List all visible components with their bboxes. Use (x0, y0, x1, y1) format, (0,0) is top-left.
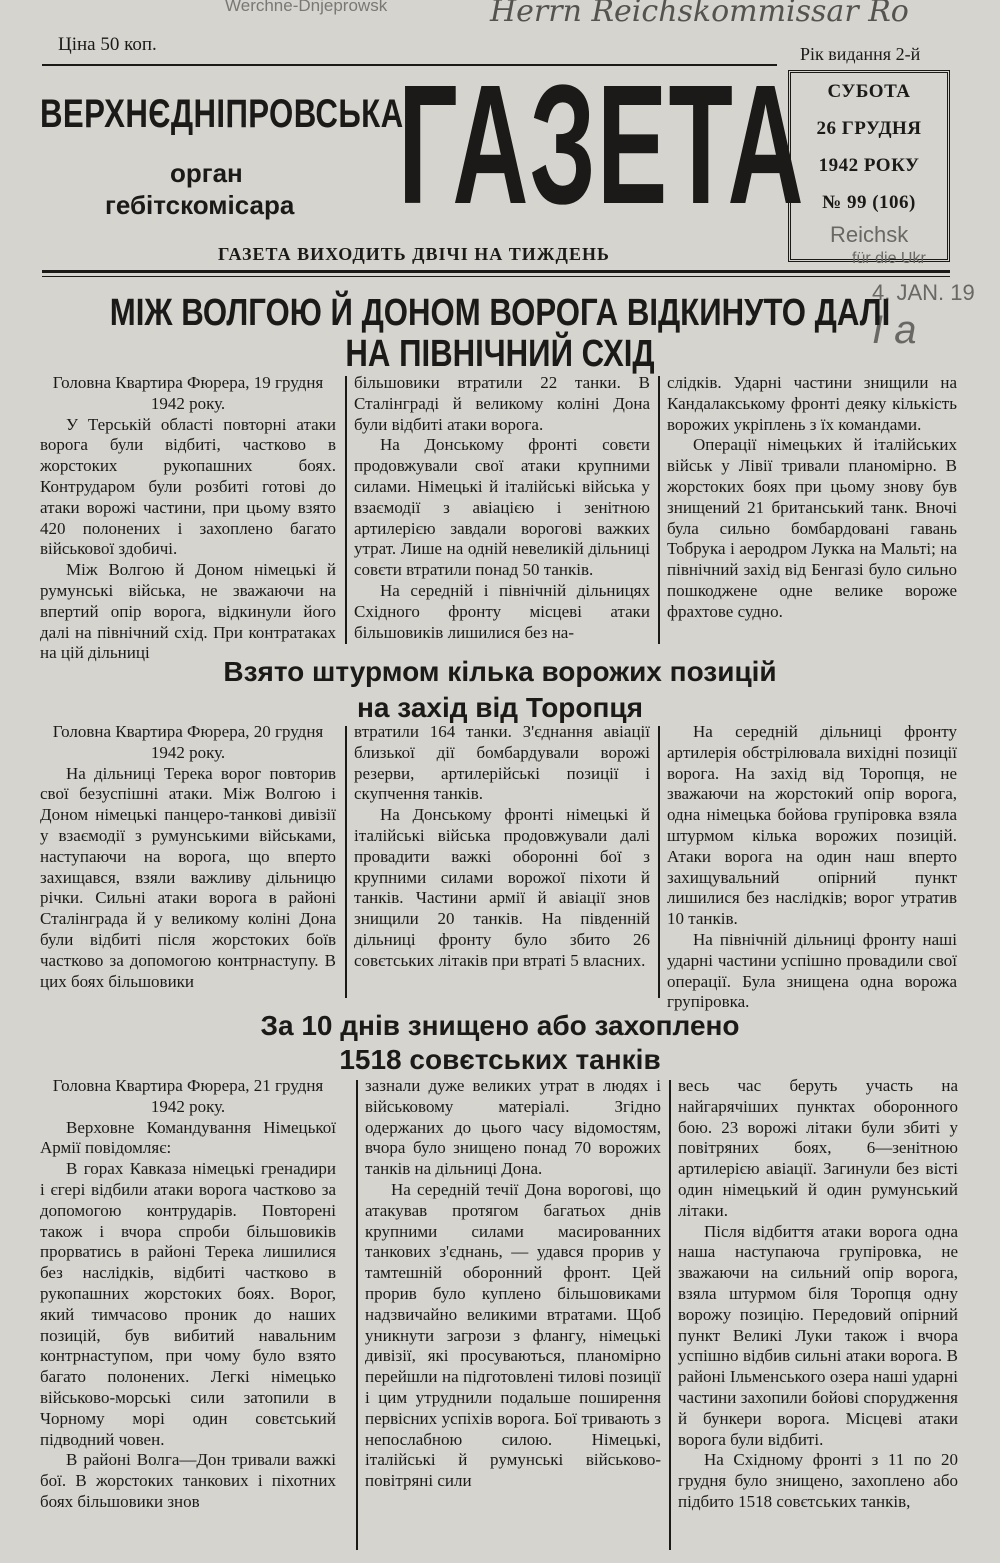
article-3-paragraph: В районі Волга—Дон тривали важкі бої. В жорстоких танкових і піхотних боях більшовики знов (40, 1450, 336, 1511)
archive-receipt-stamp: Reichsk für die Ukr 4. JAN. 19 I a (830, 222, 975, 352)
price: Ціна 50 коп. (58, 34, 157, 55)
article-3-headline-1: За 10 днів знищено або захоплено (260, 1010, 740, 1041)
date: 26 ГРУДНЯ (816, 118, 922, 139)
article-3-column-2 (365, 1076, 661, 1552)
column-divider (658, 726, 660, 998)
article-2-paragraph: На дільниці Терека ворог повторив свої безуспішні атаки. Між Волгою і Доном німецькі панцеро-танкові дивізії у взаємодії з румунськими військами, наступаючи на ворога, що вперто захищався, взяли важливу дільницю річки. Сильні атаки ворога в районі Сталінграда й у великому коліні Дона були відбиті після жорстоких боїв частково за допомогою контрнаступу. В цих боях більшовики (40, 763, 336, 991)
column-divider (356, 1080, 358, 1550)
article-1-headline-1: МІЖ ВОЛГОЮ Й ДОНОМ ВОРОГА ВІДКИНУТО ДАЛІ (109, 292, 891, 334)
masthead-title: ГАЗЕТА (398, 50, 805, 240)
article-3-column-1 (40, 1076, 336, 1552)
column-divider (669, 1080, 671, 1550)
column-divider (658, 376, 660, 644)
archive-stamp-top: Werchne-Dnjeprowsk (225, 0, 388, 15)
article-2-column-1 (40, 722, 336, 1004)
article-1-paragraph: Між Волгою й Доном німецькі й румунські війська, не зважаючи на впертий опір ворога, відкинули його далі на північний схід. При контратаках на цій дільниці (40, 560, 336, 663)
masthead-rule (42, 270, 950, 273)
article-2-paragraph: На Донському фронті німецькі й італійські війська продовжували далі провадити важкі оборонні бої з крупними силами ворожої піхоти й танків. Частини армії й авіації знов знищили 20 танків. На південній дільниці фронту було збито 26 совєтських літаків при втраті 5 власних. (354, 805, 650, 970)
article-3-paragraph: Після відбиття атаки ворога одна наша наступаюча групіровка, не зважаючи на сильний опір ворога, взяла штурмом біля Торопця одну ворожу позицію. Передовий опірний пункт Великі Луки також і вчора успішно відбив сильні атаки ворога. В районі Ільменського озера наші ударні частини захопили бойові спорудження й бункери ворога. Місцеві атаки ворога були відбиті. (678, 1221, 958, 1449)
weekday: СУБОТА (827, 81, 911, 102)
paper-name: ВЕРХНЄДНІПРОВСЬКА (40, 92, 404, 136)
column-divider (345, 726, 347, 998)
year: 1942 РОКУ (818, 155, 920, 176)
article-1-paragraph: У Терській області повторні атаки ворога були відбиті, частково в жорстоких рукопашних боях. Контрударом були розбиті готові до атаки ворожі частини, при цьому взято 420 полонених і захоплено багато військової здобичі. (40, 414, 336, 559)
article-2-dateline: Головна Квартира Фюрера, 20 грудня 1942 року. (52, 722, 324, 762)
article-3-paragraph: весь час беруть участь на найгарячіших пунктах оборонного бою. 23 ворожі літаки були збиті у повітряних боях, 6—зенітною артилерією авіації. Загинули без вісті один німецький й один румунський літаки. (678, 1076, 958, 1220)
article-1-paragraph: слідків. Ударні частини знищили на Кандалакському фронті деяку кількість ворожих укріплень з їх командами. (667, 373, 957, 434)
article-2-headline-1: Взято штурмом кілька ворожих позицій (223, 656, 777, 687)
article-3-paragraph: Верховне Командування Німецької Армії повідомляє: (40, 1117, 336, 1158)
masthead-rule-thin (42, 276, 950, 277)
article-1-paragraph: більшовики втратили 22 танки. В Сталінграді й великому коліні Дона були відбиті атаки ворога. (354, 373, 650, 434)
organ-line-2: гебітскомісара (105, 190, 295, 220)
article-3-paragraph: зазнали дуже великих утрат в людях і військовому матеріалі. Згідно одержаних до цього часу відомостям, вчора було знищено понад 70 ворожих танків на дільниці Дона. (365, 1076, 661, 1179)
article-2-paragraph: На середній дільниці фронту артилерія обстрілювала вихідні позиції ворога. На захід від Торопця, не зважаючи на жорстокий опір ворога, одна німецька бойова групіровка взяла штурмом кілька ворожих позицій. Атаки ворога на один наш вперто захищувальний опірний пункт лишилися без наслідків; ворог утратив 10 танків. (667, 722, 957, 929)
article-1-column-1 (40, 373, 336, 663)
year-of-publication: Рік видання 2-й (800, 44, 921, 64)
article-3-column-3 (678, 1076, 958, 1552)
handwritten-note: Herrn Reichskommissar Ro (490, 0, 909, 29)
publication-frequency: ГАЗЕТА ВИХОДИТЬ ДВІЧІ НА ТИЖДЕНЬ (218, 244, 610, 264)
article-2-column-3 (667, 722, 957, 1012)
organ-line-1: орган (170, 158, 243, 188)
article-2-paragraph: На північній дільниці фронту наші ударні частини успішно провадили свої операції. Була знищена одна ворожа групіровка. (667, 929, 957, 1012)
article-3-headline-2: 1518 совєтських танків (339, 1044, 661, 1075)
article-1-column-3 (667, 373, 957, 651)
column-divider (345, 376, 347, 644)
article-2-paragraph: втратили 164 танки. З'єднання авіації близької дії бомбардували ворожі резерви, артилерійські позиції і скупчення танків. (354, 722, 650, 804)
article-2-headline-2: на захід від Торопця (357, 692, 643, 723)
article-3-dateline: Головна Квартира Фюрера, 21 грудня 1942 року. (52, 1076, 324, 1116)
article-3-paragraph: В горах Кавказа німецькі гренадири і єгері відбили атаки ворога частково за допомогою контрударів. Повторені також і вчора спроби більшовиків прорватись в районі Терека лишилися без наслідків, відбиті частково в рукопашних жорстоких боях. Ворог, який тимчасово проник до наших позицій, був вибитий навальним контрнаступом, при чому було взято багато полонених. Легкі німецько військово-морські сили затопили в Чорному морі один совєтський підводний човен. (40, 1159, 336, 1449)
article-1-paragraph: На Донському фронті совєти продовжували свої атаки крупними силами. Німецькі й італійські війська у взаємодії з авіацією і зенітною артилерією завдали ворогові важких утрат. Лише на одній невеликій дільниці совєти втратили понад 50 танків. (354, 435, 650, 580)
article-1-dateline: Головна Квартира Фюрера, 19 грудня 1942 року. (52, 373, 324, 413)
article-1-paragraph: Операції німецьких й італійських військ у Лівії тривали планомірно. В жорстоких боях при цьому знову був знищений 21 британський танк. Вночі була сильно бомбардовані гавань Тобрука і аеродром Лукка на Мальті; на північний захід від Бенгазі було сильно пошкоджене одне велике вороже фрахтове судно. (667, 435, 957, 621)
article-3-paragraph: На Східному фронті з 11 по 20 грудня було знищено, захоплено або підбито 1518 совєтських танків, (678, 1450, 958, 1511)
article-3-paragraph: На середній течії Дона ворогові, що атакував протягом багатьох днів крупними силами масированних танкових з'єднань, — удався прорив у тамтешній оборонний фронт. Цей прорив було куплено більшовиками надзвичайно великими втратами. Щоб уникнути загрози з флангу, німецькі дивізії, які просуваються, планомірно перейшли на підготовлені тилові позиції і цим утруднили подальше поширення первісних успіхів ворога. Бої тривають з непослабною силою. Німецькі, італійські й румунські військово-повітряні сили (365, 1179, 661, 1491)
article-1-headline-2: НА ПІВНІЧНИЙ СХІД (345, 333, 655, 375)
article-1-paragraph: На середній і північній дільницях Східного фронту місцеві атаки більшовиків лишилися без на- (354, 580, 650, 642)
issue-number: № 99 (106) (822, 192, 916, 213)
article-2-column-2 (354, 722, 650, 1004)
article-1-column-2 (354, 373, 650, 651)
